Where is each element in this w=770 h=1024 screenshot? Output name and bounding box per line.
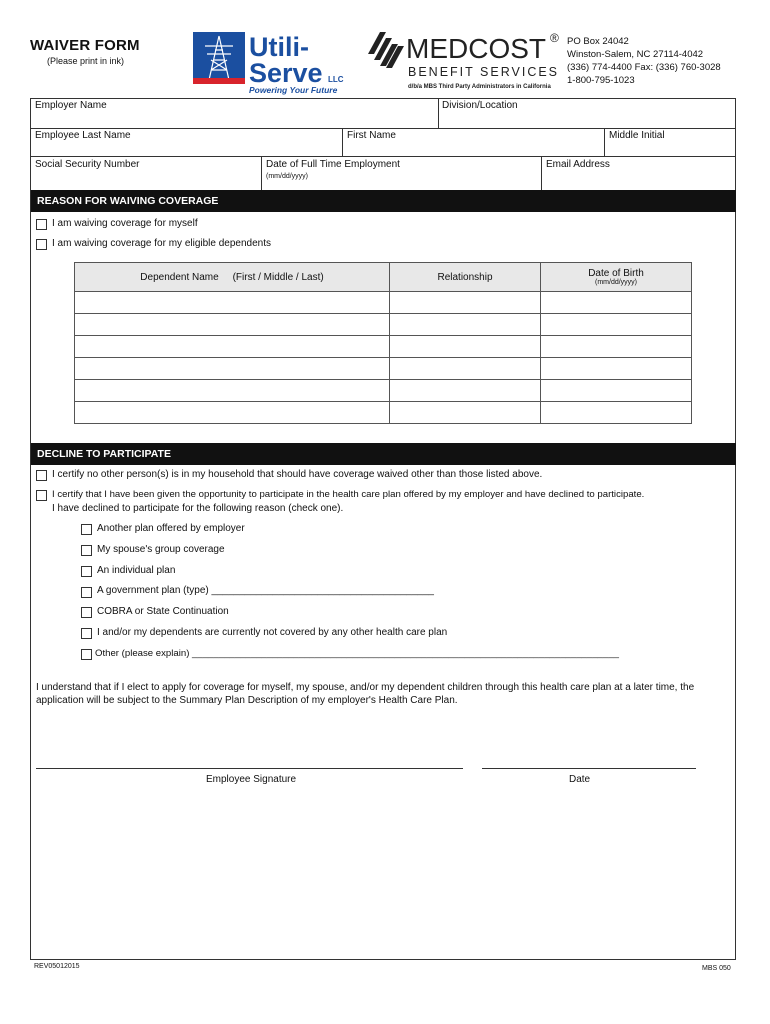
dependent-name-cell[interactable] <box>75 402 390 424</box>
certify-declined-reason-label: I have declined to participate for the following reason (check one). <box>52 503 344 514</box>
table-row <box>75 358 692 380</box>
reason-label: COBRA or State Continuation <box>97 606 229 617</box>
revision-code: REV05012015 <box>34 963 80 970</box>
division-field[interactable] <box>439 112 735 127</box>
utiliserve-logo <box>193 30 353 96</box>
medcost-logo <box>366 28 562 92</box>
certify-household-checkbox[interactable] <box>36 470 47 481</box>
relationship-cell[interactable] <box>390 358 541 380</box>
table-row <box>75 380 692 402</box>
reason-individual-plan-checkbox[interactable] <box>81 566 92 577</box>
reason-government-plan-checkbox[interactable] <box>81 587 92 598</box>
certify-declined-label: I certify that I have been given the opportunity to participate in the health care plan offered by my employer and have declined to participate. <box>52 489 645 500</box>
reason-other-employer-plan-checkbox[interactable] <box>81 524 92 535</box>
form-title: WAIVER FORM <box>30 37 140 54</box>
reason-label: My spouse's group coverage <box>97 544 225 555</box>
employee-signature-label: Employee Signature <box>206 774 297 785</box>
employment-date-label: Date of Full Time Employment <box>266 159 400 170</box>
date-format-hint: (mm/dd/yyyy) <box>266 173 308 180</box>
contact-address <box>567 35 721 87</box>
relationship-cell[interactable] <box>390 380 541 402</box>
relationship-cell[interactable] <box>390 314 541 336</box>
certify-household-label: I certify no other person(s) is in my household that should have coverage waived other than those listed above. <box>52 469 543 480</box>
dependent-table-header <box>75 263 692 292</box>
relationship-cell[interactable] <box>390 292 541 314</box>
dependent-table <box>74 262 692 424</box>
address-line: PO Box 24042 <box>567 36 629 47</box>
table-row <box>75 402 692 424</box>
employment-date-field[interactable] <box>262 172 540 188</box>
middle-initial-field[interactable] <box>605 142 735 155</box>
reason-label: An individual plan <box>97 565 176 576</box>
table-row <box>75 336 692 358</box>
reason-label: A government plan (type) ________________________________________ <box>97 585 434 596</box>
email-label: Email Address <box>546 159 610 170</box>
utiliserve-top: Utili- <box>249 32 309 62</box>
waive-self-label: I am waiving coverage for myself <box>52 218 198 229</box>
employee-last-name-label: Employee Last Name <box>35 130 131 141</box>
middle-initial-label: Middle Initial <box>609 130 665 141</box>
dob-cell[interactable] <box>541 380 692 402</box>
reason-spouse-coverage-checkbox[interactable] <box>81 545 92 556</box>
waive-dependents-checkbox[interactable] <box>36 239 47 250</box>
reason-section-header <box>31 190 736 212</box>
first-name-label: First Name <box>347 130 396 141</box>
employer-name-field[interactable] <box>31 112 437 127</box>
divider <box>30 128 736 129</box>
waive-dependents-label: I am waiving coverage for my eligible dependents <box>52 238 272 249</box>
reason-label: Another plan offered by employer <box>97 523 245 534</box>
col-date-of-birth <box>541 263 692 292</box>
utiliserve-bottom: Serve <box>249 58 323 88</box>
medcost-mark-icon <box>368 32 404 68</box>
relationship-cell[interactable] <box>390 336 541 358</box>
utiliserve-llc: LLC <box>328 75 344 84</box>
divider <box>30 156 736 157</box>
date-line[interactable] <box>482 768 696 769</box>
col-dob-label: Date of Birth <box>588 268 644 279</box>
medcost-line2: BENEFIT SERVICES <box>408 65 560 79</box>
dependent-name-cell[interactable] <box>75 314 390 336</box>
decline-section-header <box>31 443 736 465</box>
registered-mark: ® <box>550 31 559 45</box>
dob-cell[interactable] <box>541 402 692 424</box>
col-relationship <box>390 263 541 292</box>
first-name-field[interactable] <box>343 142 603 155</box>
dob-cell[interactable] <box>541 358 692 380</box>
acknowledgement-statement: I understand that if I elect to apply for coverage for myself, my spouse, and/or my dependent children through this health care plan at a later time, the application will be subject to the Summary Plan Description of my employer's Health Care Plan. <box>36 682 695 706</box>
waive-self-checkbox[interactable] <box>36 219 47 230</box>
ssn-label: Social Security Number <box>35 159 140 170</box>
reason-other-checkbox[interactable] <box>81 649 92 660</box>
dependent-name-cell[interactable] <box>75 292 390 314</box>
dependent-name-cell[interactable] <box>75 380 390 402</box>
division-label: Division/Location <box>442 100 518 111</box>
relationship-cell[interactable] <box>390 402 541 424</box>
address-line: 1-800-795-1023 <box>567 75 635 86</box>
email-field[interactable] <box>542 172 735 188</box>
table-row <box>75 314 692 336</box>
reason-not-covered-checkbox[interactable] <box>81 628 92 639</box>
employer-name-label: Employer Name <box>35 100 107 111</box>
address-line: (336) 774-4400 Fax: (336) 760-3028 <box>567 62 721 73</box>
dependent-name-cell[interactable] <box>75 358 390 380</box>
decline-heading: DECLINE TO PARTICIPATE <box>37 448 171 460</box>
reason-label: Other (please explain) ________________________________________________________________________________ <box>95 648 619 659</box>
dependent-name-cell[interactable] <box>75 336 390 358</box>
ssn-field[interactable] <box>31 172 260 188</box>
col-dependent-name-label: Dependent Name (First / Middle / Last) <box>140 271 324 283</box>
reason-label: I and/or my dependents are currently not covered by any other health care plan <box>97 627 448 638</box>
utiliserve-tagline: Powering Your Future <box>249 85 338 95</box>
table-row <box>75 292 692 314</box>
form-subtitle: (Please print in ink) <box>47 56 125 66</box>
dob-cell[interactable] <box>541 336 692 358</box>
reason-cobra-checkbox[interactable] <box>81 607 92 618</box>
medcost-line3: d/b/a MBS Third Party Administrators in California <box>408 84 551 90</box>
form-number: MBS 050 <box>702 965 731 972</box>
signature-date-label: Date <box>569 774 591 785</box>
address-line: Winston-Salem, NC 27114-4042 <box>567 49 704 60</box>
col-dob-format: (mm/dd/yyyy) <box>595 279 637 286</box>
dob-cell[interactable] <box>541 292 692 314</box>
col-relationship-label: Relationship <box>437 271 493 283</box>
medcost-name: MEDCOST <box>406 33 546 64</box>
dob-cell[interactable] <box>541 314 692 336</box>
certify-declined-checkbox[interactable] <box>36 490 47 501</box>
employee-last-name-field[interactable] <box>31 142 341 155</box>
signature-line[interactable] <box>36 768 463 769</box>
reason-heading: REASON FOR WAIVING COVERAGE <box>37 195 219 207</box>
col-dependent-name <box>75 263 390 292</box>
